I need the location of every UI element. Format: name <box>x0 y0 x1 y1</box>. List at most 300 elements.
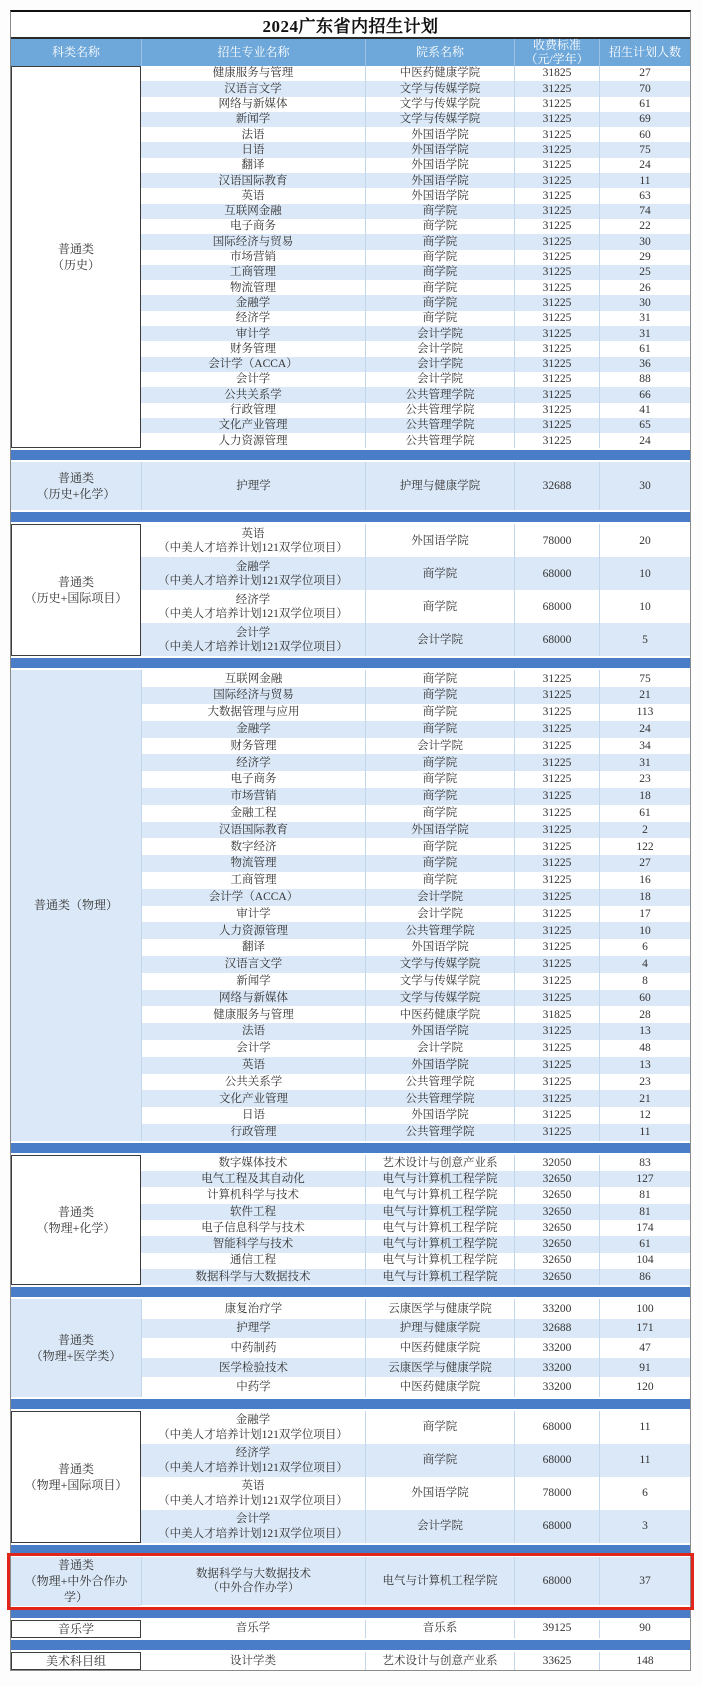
major-cell <box>141 1299 365 1319</box>
text-line: 外国语学院 <box>411 128 469 141</box>
count-cell <box>599 788 690 805</box>
text-line: 人力资源管理 <box>218 434 288 447</box>
table-row <box>141 66 690 81</box>
text-line: 翻译 <box>242 941 265 954</box>
text-line: 32650 <box>542 1270 572 1283</box>
fee-cell <box>514 1319 599 1339</box>
section-rows <box>141 1411 690 1543</box>
college-cell <box>365 1557 514 1605</box>
section-9 <box>11 1652 690 1670</box>
text-line: 33200 <box>542 1302 572 1315</box>
text-line: 60 <box>639 128 651 141</box>
text-line: 艺术设计与创意产业系 <box>382 1654 498 1667</box>
major-cell <box>141 1204 365 1220</box>
fee-cell <box>514 973 599 990</box>
fee-cell <box>514 721 599 738</box>
fee-cell <box>514 357 599 372</box>
text-line: 31225 <box>542 823 572 836</box>
fee-cell <box>514 771 599 788</box>
college-cell <box>365 433 514 448</box>
text-line: （中美人才培养计划121双学位项目） <box>158 541 348 554</box>
text-line: 商学院 <box>422 235 458 248</box>
text-line: 汉语国际教育 <box>219 823 288 836</box>
text-line: 英语 <box>241 527 265 540</box>
count-cell <box>599 250 690 265</box>
text-line: 文学与传媒学院 <box>399 82 481 95</box>
college-cell <box>365 855 514 872</box>
table-row <box>141 956 690 973</box>
fee-cell <box>514 922 599 939</box>
table-row <box>141 81 690 96</box>
text-line: 31225 <box>542 281 572 294</box>
college-cell <box>365 357 514 372</box>
fee-cell <box>514 822 599 839</box>
text-line: 英语 <box>242 1058 265 1071</box>
text-line: 法语 <box>242 1025 265 1038</box>
count-cell <box>599 1620 690 1638</box>
college-cell <box>365 1444 514 1477</box>
text-line: 13 <box>639 1058 651 1071</box>
fee-cell <box>514 66 599 81</box>
major-cell <box>141 295 365 310</box>
text-line: 英语 <box>241 1480 265 1493</box>
text-line: 科类名称 <box>51 44 100 59</box>
section-5 <box>11 1299 690 1397</box>
category-cell <box>11 1411 141 1543</box>
fee-cell <box>514 418 599 433</box>
college-cell <box>365 97 514 112</box>
text-line: 31225 <box>542 174 572 187</box>
column-header-0 <box>11 39 141 66</box>
table-row <box>141 173 690 188</box>
text-line: 31225 <box>542 1075 572 1088</box>
text-line: 会计学院 <box>417 907 463 920</box>
count-cell <box>599 889 690 906</box>
fee-cell <box>514 872 599 889</box>
major-cell <box>141 721 365 738</box>
text-line: 10 <box>639 600 651 613</box>
college-cell <box>365 403 514 418</box>
college-cell <box>365 1220 514 1236</box>
text-line: 32650 <box>542 1221 572 1234</box>
text-line: 数据科学与大数据技术 <box>195 1270 311 1283</box>
text-line: （中外合作办学） <box>207 1582 300 1595</box>
text-line: 审计学 <box>235 327 271 340</box>
header-row <box>11 39 690 66</box>
section-rows <box>141 1557 690 1606</box>
count-cell <box>599 219 690 234</box>
text-line: 6 <box>642 1487 648 1500</box>
count-cell <box>599 295 690 310</box>
major-cell <box>141 687 365 704</box>
text-line: 68000 <box>542 1454 572 1467</box>
text-line: 17 <box>639 907 651 920</box>
major-cell <box>141 418 365 433</box>
text-line: （物理+中外合作办 <box>24 1574 128 1589</box>
text-line: 普通类 <box>57 575 94 590</box>
text-line: 外国语学院 <box>411 534 469 547</box>
major-cell <box>141 219 365 234</box>
text-line: 75 <box>639 143 651 156</box>
fee-cell <box>514 250 599 265</box>
college-cell <box>365 939 514 956</box>
count-cell <box>599 1411 690 1444</box>
text-line: 31225 <box>542 143 572 156</box>
table-row <box>141 1236 690 1252</box>
text-line: 27 <box>639 857 651 870</box>
college-cell <box>365 462 514 510</box>
major-cell <box>141 1377 365 1397</box>
text-line: 行政管理 <box>230 403 276 416</box>
fee-cell <box>514 1620 599 1638</box>
major-cell <box>141 973 365 990</box>
count-cell <box>599 738 690 755</box>
text-line: 31225 <box>542 312 572 325</box>
text-line: 31225 <box>542 1109 572 1122</box>
college-cell <box>365 112 514 127</box>
text-line: 31225 <box>542 706 572 719</box>
table-row <box>141 1171 690 1187</box>
text-line: 文学与传媒学院 <box>399 958 481 971</box>
major-cell <box>141 173 365 188</box>
major-cell <box>141 326 365 341</box>
text-line: 通信工程 <box>230 1254 276 1267</box>
fee-cell <box>514 623 599 656</box>
college-cell <box>365 1319 514 1339</box>
count-cell <box>599 127 690 142</box>
text-line: 32688 <box>542 1322 572 1335</box>
count-cell <box>599 158 690 173</box>
major-cell <box>141 1652 365 1670</box>
text-line: 法语 <box>241 128 265 141</box>
text-line: 31225 <box>542 790 572 803</box>
fee-cell <box>514 704 599 721</box>
count-cell <box>599 403 690 418</box>
text-line: 会计学 <box>235 626 271 639</box>
text-line: 电气与计算机工程学院 <box>382 1189 498 1202</box>
text-line: 2 <box>642 823 648 836</box>
table-row <box>141 280 690 295</box>
major-cell <box>141 889 365 906</box>
table-row <box>141 341 690 356</box>
table-row <box>141 295 690 310</box>
category-cell <box>11 670 141 1140</box>
text-line: （物理+国际项目） <box>24 1478 128 1493</box>
college-cell <box>365 173 514 188</box>
text-line: 公共管理学院 <box>405 1092 475 1105</box>
major-cell <box>141 1338 365 1358</box>
major-cell <box>141 66 365 81</box>
category-cell <box>11 524 141 656</box>
count-cell <box>599 265 690 280</box>
text-line: 会计学院 <box>417 739 463 752</box>
major-cell <box>141 1444 365 1477</box>
major-cell <box>141 704 365 721</box>
text-line: 电气与计算机工程学院 <box>382 1172 498 1185</box>
college-cell <box>365 1652 514 1670</box>
text-line: 艺术设计与创意产业系 <box>382 1156 498 1169</box>
text-line: 商学院 <box>422 807 458 819</box>
count-cell <box>599 1444 690 1477</box>
table-row <box>141 326 690 341</box>
section-rows <box>141 462 690 510</box>
text-line: 商学院 <box>422 857 458 870</box>
table-row <box>141 973 690 990</box>
text-line: 68000 <box>542 1574 572 1587</box>
text-line: 数据科学与大数据技术 <box>196 1567 311 1580</box>
text-line: 商学院 <box>422 205 458 218</box>
text-line: 18 <box>639 890 651 903</box>
text-line: 外国语学院 <box>411 1025 469 1038</box>
text-line: 32650 <box>542 1172 572 1185</box>
text-line: 会计学院 <box>417 373 463 386</box>
text-line: 31225 <box>542 82 572 95</box>
table-row <box>141 557 690 590</box>
text-line: 90 <box>639 1622 651 1635</box>
fee-cell <box>514 372 599 387</box>
text-line: 经济学 <box>235 1447 271 1460</box>
text-line: 普通类 <box>57 471 94 486</box>
table-row <box>141 1253 690 1269</box>
text-line: 37 <box>639 1574 651 1587</box>
count-cell <box>599 973 690 990</box>
major-cell <box>141 1090 365 1107</box>
college-cell <box>365 990 514 1007</box>
college-cell <box>365 704 514 721</box>
text-line: 31225 <box>542 1042 572 1055</box>
text-line: 文化产业管理 <box>219 1092 288 1105</box>
count-cell <box>599 418 690 433</box>
college-cell <box>365 822 514 839</box>
college-cell <box>365 973 514 990</box>
text-line: 电气与计算机工程学院 <box>382 1270 498 1283</box>
text-line: 31225 <box>542 327 572 340</box>
text-line: 33200 <box>542 1361 572 1374</box>
section-rows <box>141 1299 690 1397</box>
text-line: 83 <box>639 1156 651 1169</box>
major-cell <box>141 1220 365 1236</box>
text-line: 招生专业名称 <box>217 44 290 59</box>
table-row <box>141 1006 690 1023</box>
text-line: 新闻学 <box>236 974 271 987</box>
fee-cell <box>514 1187 599 1203</box>
table-row <box>141 112 690 127</box>
fee-cell <box>514 557 599 590</box>
text-line: 商学院 <box>422 567 458 580</box>
text-line: 英语 <box>241 189 265 202</box>
text-line: 31 <box>639 312 651 325</box>
text-line: 汉语言文学 <box>224 82 282 95</box>
text-line: 61 <box>639 98 651 111</box>
text-line: 网络与新媒体 <box>219 991 288 1004</box>
fee-cell <box>514 906 599 923</box>
table-row <box>141 721 690 738</box>
fee-cell <box>514 127 599 142</box>
text-line: 74 <box>639 205 651 218</box>
fee-cell <box>514 1124 599 1141</box>
fee-cell <box>514 204 599 219</box>
college-cell <box>365 1204 514 1220</box>
text-line: 31225 <box>542 266 572 279</box>
column-header-4 <box>599 39 690 66</box>
count-cell <box>599 822 690 839</box>
text-line: 中药学 <box>236 1381 271 1394</box>
table-row <box>141 1411 690 1444</box>
count-cell <box>599 1236 690 1252</box>
text-line: 经济学 <box>236 756 271 769</box>
text-line: 47 <box>639 1341 651 1354</box>
table-row <box>141 250 690 265</box>
count-cell <box>599 1171 690 1187</box>
fee-cell <box>514 1023 599 1040</box>
text-line: 电子信息科学与技术 <box>201 1221 305 1234</box>
text-line: 31225 <box>542 907 572 920</box>
text-line: 音乐学 <box>57 1621 94 1636</box>
college-cell <box>365 295 514 310</box>
major-cell <box>141 623 365 656</box>
college-cell <box>365 234 514 249</box>
count-cell <box>599 1006 690 1023</box>
fee-cell <box>514 1057 599 1074</box>
fee-cell <box>514 939 599 956</box>
college-cell <box>365 889 514 906</box>
college-cell <box>365 906 514 923</box>
major-cell <box>141 1319 365 1339</box>
count-cell <box>599 1040 690 1057</box>
text-line: 商学院 <box>422 1421 458 1434</box>
text-line: 23 <box>639 1075 651 1088</box>
text-line: （历史+国际项目） <box>24 591 128 606</box>
college-cell <box>365 250 514 265</box>
section-rows <box>141 1155 690 1285</box>
count-cell <box>599 838 690 855</box>
count-cell <box>599 234 690 249</box>
major-cell <box>141 670 365 687</box>
section-divider <box>11 1545 690 1555</box>
fee-cell <box>514 855 599 872</box>
count-cell <box>599 1187 690 1203</box>
text-line: 31225 <box>542 924 572 937</box>
table-row <box>141 1477 690 1510</box>
major-cell <box>141 357 365 372</box>
text-line: 电气与计算机工程学院 <box>382 1221 498 1234</box>
count-cell <box>599 754 690 771</box>
text-line: 电子商务 <box>230 220 276 233</box>
text-line: 41 <box>639 403 651 416</box>
text-line: 10 <box>639 567 651 580</box>
major-cell <box>141 462 365 510</box>
table-row <box>141 372 690 387</box>
text-line: 20 <box>639 534 651 547</box>
text-line: 31 <box>639 756 651 769</box>
major-cell <box>141 127 365 142</box>
text-line: 商学院 <box>422 266 458 279</box>
text-line: 电气与计算机工程学院 <box>382 1574 498 1587</box>
text-line: 大数据管理与应用 <box>207 706 300 719</box>
text-line: 普通类 <box>57 1461 94 1476</box>
text-line: 音乐系 <box>422 1622 458 1635</box>
section-2 <box>11 524 690 656</box>
text-line: 院系名称 <box>415 44 464 59</box>
text-line: 美术科目组 <box>45 1653 106 1668</box>
college-cell <box>365 1620 514 1638</box>
fee-cell <box>514 754 599 771</box>
major-cell <box>141 1620 365 1638</box>
major-cell <box>141 771 365 788</box>
table-row <box>141 889 690 906</box>
text-line: 16 <box>639 874 651 887</box>
text-line: 31225 <box>542 991 572 1004</box>
text-line: 68000 <box>542 600 572 613</box>
text-line: （元/学年） <box>525 51 589 66</box>
table-row <box>141 1155 690 1171</box>
text-line: 金融学 <box>235 560 271 573</box>
college-cell <box>365 341 514 356</box>
count-cell <box>599 1220 690 1236</box>
college-cell <box>365 721 514 738</box>
text-line: 经济学 <box>235 312 271 325</box>
text-line: 财务管理 <box>230 739 277 752</box>
text-line: 36 <box>639 358 651 371</box>
text-line: 31225 <box>542 958 572 971</box>
text-line: 31225 <box>542 342 572 355</box>
table-body <box>11 66 690 1670</box>
text-line: 会计学（ACCA） <box>208 890 299 903</box>
page-title: 2024广东省内招生计划 <box>11 12 690 39</box>
count-cell <box>599 66 690 81</box>
text-line: 国际经济与贸易 <box>212 235 294 248</box>
college-cell <box>365 771 514 788</box>
count-cell <box>599 1074 690 1091</box>
text-line: 商学院 <box>422 312 458 325</box>
table-row <box>141 738 690 755</box>
college-cell <box>365 372 514 387</box>
fee-cell <box>514 889 599 906</box>
major-cell <box>141 265 365 280</box>
table-row <box>141 1338 690 1358</box>
college-cell <box>365 1006 514 1023</box>
count-cell <box>599 1510 690 1543</box>
text-line: 商学院 <box>422 672 458 685</box>
table-row <box>141 1220 690 1236</box>
table-row <box>141 805 690 822</box>
text-line: 文学与传媒学院 <box>399 991 481 1004</box>
college-cell <box>365 1236 514 1252</box>
text-line: 中医药健康学院 <box>399 1381 481 1394</box>
table-row <box>141 1377 690 1397</box>
text-line: 21 <box>639 1092 651 1105</box>
text-line: 100 <box>636 1302 654 1315</box>
text-line: 31225 <box>542 434 572 447</box>
text-line: 31225 <box>542 403 572 416</box>
fee-cell <box>514 142 599 157</box>
count-cell <box>599 1319 690 1339</box>
count-cell <box>599 687 690 704</box>
text-line: 31225 <box>542 1025 572 1038</box>
text-line: 18 <box>639 790 651 803</box>
text-line: 91 <box>639 1361 651 1374</box>
text-line: 外国语学院 <box>411 823 469 836</box>
text-line: 31225 <box>542 296 572 309</box>
count-cell <box>599 280 690 295</box>
column-header-2 <box>365 39 514 66</box>
major-cell <box>141 280 365 295</box>
text-line: 汉语言文学 <box>224 958 283 971</box>
text-line: 81 <box>639 1205 651 1218</box>
text-line: 60 <box>639 991 651 1004</box>
count-cell <box>599 922 690 939</box>
text-line: 68000 <box>542 633 572 646</box>
